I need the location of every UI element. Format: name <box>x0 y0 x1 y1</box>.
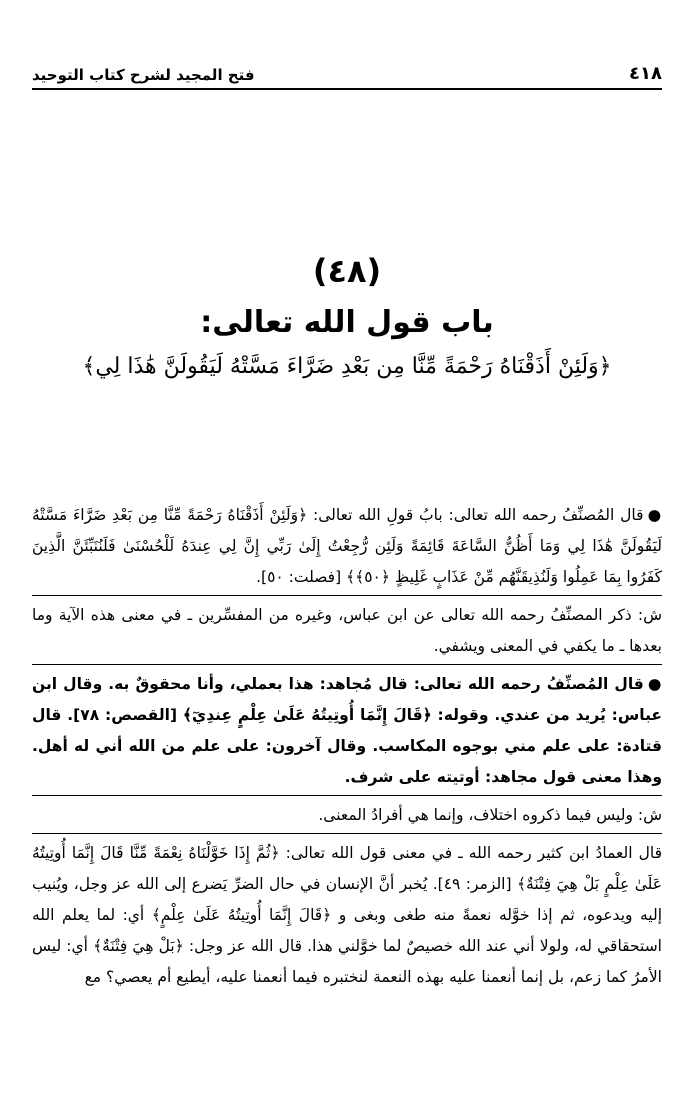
divider <box>32 664 662 665</box>
body-text <box>32 500 662 993</box>
divider <box>32 795 662 796</box>
paragraph-commentary-1: ش: ذكر المصنِّفُ رحمه الله تعالى عن ابن عباس، وغيره من المفسِّرين ـ في معنى هذه الآية وما بعدها ـ ما يكفي في المعنى ويشفي. <box>32 606 662 655</box>
chapter-verse: ﴿وَلَئِنْ أَذَقْنَاهُ رَحْمَةً مِّنَّا مِن بَعْدِ ضَرَّاءَ مَسَّتْهُ لَيَقُولَنَّ هَٰذَا لِي﴾ <box>82 354 612 379</box>
chapter-number: (٤٨) <box>312 252 382 290</box>
divider <box>32 833 662 834</box>
running-header <box>32 60 662 90</box>
bullet-icon: ● <box>647 506 662 524</box>
paragraph-ibn-kathir: قال العمادُ ابن كثير رحمه الله ـ في معنى قول الله تعالى: ﴿ثُمَّ إِذَا خَوَّلْنَاهُ نِعْمَةً مِّنَّا قَالَ إِنَّمَا أُوتِيتُهُ عَلَىٰ عِلْمٍ بَلْ هِيَ فِتْنَةٌ﴾ [الزمر: ٤٩]. يُخبر أنَّ الإنسان في حال الضرِّ يَضرع إلى الله عز وجل، ويُنيب إليه ويدعوه، ثم إذا خوَّله نعمةً منه طغى وبغى و ﴿قَالَ إِنَّمَا أُوتِيتُهُ عَلَىٰ عِلْمٍ﴾ أي: لما يعلم الله استحقاقي له، ولولا أني عند الله خصيصٌ لما خوَّلني هذا. قال الله عز وجل: ﴿بَلْ هِيَ فِتْنَةٌ﴾ أي: ليس الأمرُ كما زعم، بل إنما أنعمنا عليه بهذه النعمة لنختبره فيما أنعمنا عليه، أيطيع أم يعصي؟ مع <box>32 844 662 986</box>
paragraph-commentary-2: ش: وليس فيما ذكروه اختلاف، وإنما هي أفرادُ المعنى. <box>318 806 662 824</box>
book-title: فتح المجيد لشرح كتاب التوحيد <box>32 66 255 84</box>
page-number: ٤١٨ <box>629 63 662 84</box>
divider <box>32 595 662 596</box>
paragraph-author-quote-1 <box>32 500 662 593</box>
bullet-icon: ● <box>647 675 663 693</box>
paragraph-text: قال المُصنِّفُ رحمه الله تعالى: قال مُجاهد: هذا بعملي، وأنا محقوقٌ به. وقال ابن عباس: يُريد من عندي. وقوله: ﴿قَالَ إِنَّمَا أُوتِيتُهُ عَلَىٰ عِلْمٍ عِندِيٓ﴾ [القصص: ٧٨]. قال قتادة: على علم مني بوجوه المكاسب. وقال آخرون: على علم من الله أني له أهل. وهذا معنى قول مجاهد: أوتيته على شرف. <box>32 675 662 786</box>
paragraph-text: قال المُصنِّفُ رحمه الله تعالى: بابُ قولِ الله تعالى: ﴿وَلَئِنْ أَذَقْنَاهُ رَحْمَةً مِّنَّا مِن بَعْدِ ضَرَّاءَ مَسَّتْهُ لَيَقُولَنَّ هَٰذَا لِي وَمَا أَظُنُّ السَّاعَةَ قَائِمَةً وَلَئِن رُّجِعْتُ إِلَىٰ رَبِّي إِنَّ لِي عِندَهُ لَلْحُسْنَىٰ فَلَنُنَبِّئَنَّ الَّذِينَ كَفَرُوا بِمَا عَمِلُوا وَلَنُذِيقَنَّهُم مِّنْ عَذَابٍ غَلِيظٍ ﴿٥٠﴾﴾ [فصلت: ٥٠]. <box>32 506 662 586</box>
paragraph-author-quote-2 <box>32 669 662 793</box>
chapter-title: باب قول الله تعالى: <box>200 305 494 340</box>
